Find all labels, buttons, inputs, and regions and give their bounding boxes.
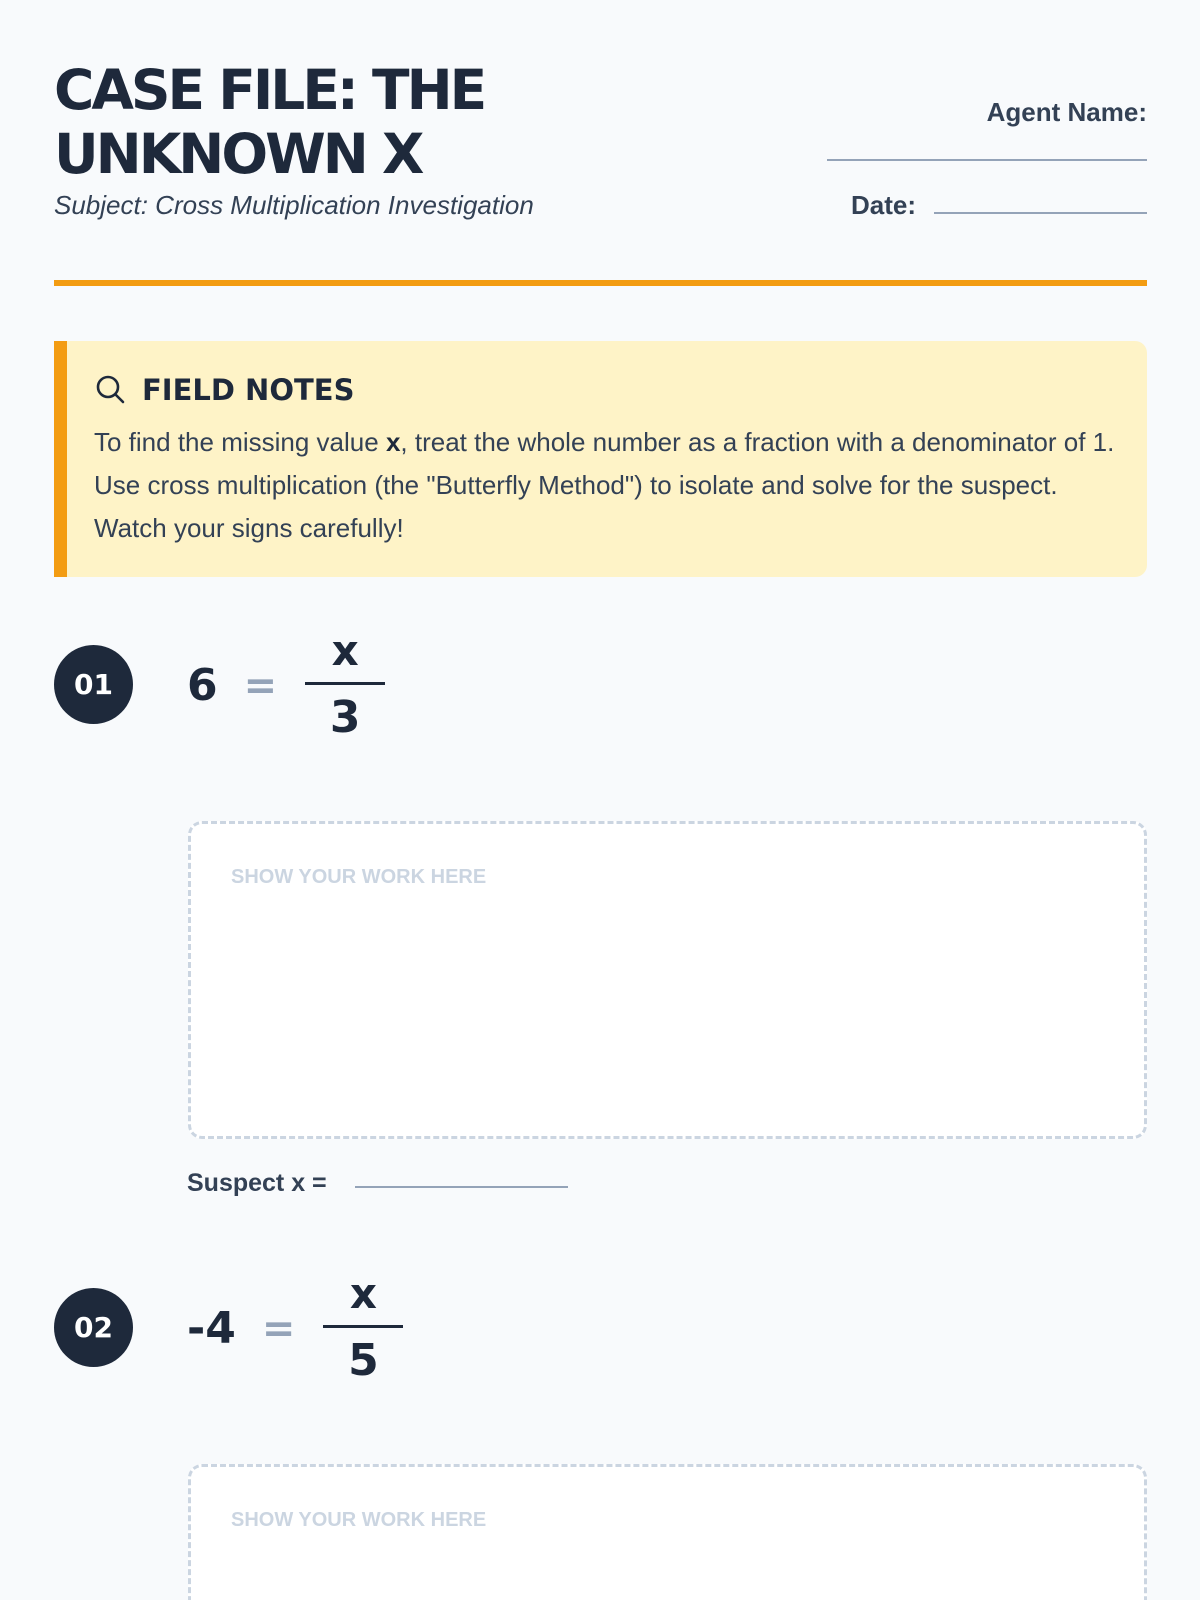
field-notes-title: FIELD NOTES [142, 373, 355, 407]
work-area[interactable] [188, 1464, 1147, 1600]
equation-left-value: 6 [187, 660, 218, 711]
answer-label: Suspect x = [187, 1169, 327, 1197]
fraction [305, 620, 385, 751]
work-area[interactable] [188, 821, 1147, 1139]
date-label: Date: [851, 190, 917, 220]
fraction-numerator: x [331, 626, 359, 675]
answer-row [187, 1169, 568, 1198]
fraction [323, 1263, 403, 1394]
date-field[interactable] [934, 212, 1147, 214]
search-icon [94, 373, 128, 407]
fraction-denominator: 3 [329, 692, 361, 743]
fraction-denominator: 5 [348, 1335, 379, 1386]
equation [187, 1256, 403, 1401]
work-area-label: SHOW YOUR WORK HERE [231, 1509, 487, 1531]
page-subtitle: Subject: Cross Multiplication Investigation [54, 190, 534, 220]
header-divider [54, 280, 1147, 286]
problem-number-badge: 01 [54, 645, 133, 724]
agent-name-field[interactable] [827, 159, 1147, 161]
field-notes-header [94, 373, 354, 407]
fraction-numerator: x [349, 1269, 377, 1318]
work-area-label: SHOW YOUR WORK HERE [231, 866, 487, 888]
field-notes-panel [54, 341, 1147, 577]
equals-sign: = [243, 662, 278, 709]
page-title: CASE FILE: THE UNKNOWN X [54, 58, 485, 186]
equation [187, 613, 385, 758]
field-notes-text: To find the missing value x, treat the whole number as a fraction with a denominator of 1. Use cross multiplication (the "Butterfly Method") to isolate and solve for the suspect. Watch your signs carefully! [94, 427, 1115, 543]
equals-sign: = [261, 1305, 296, 1352]
answer-field[interactable] [355, 1186, 568, 1188]
agent-name-label: Agent Name: [986, 97, 1147, 127]
equation-left-value: -4 [187, 1303, 236, 1354]
problem-number-badge: 02 [54, 1288, 133, 1367]
